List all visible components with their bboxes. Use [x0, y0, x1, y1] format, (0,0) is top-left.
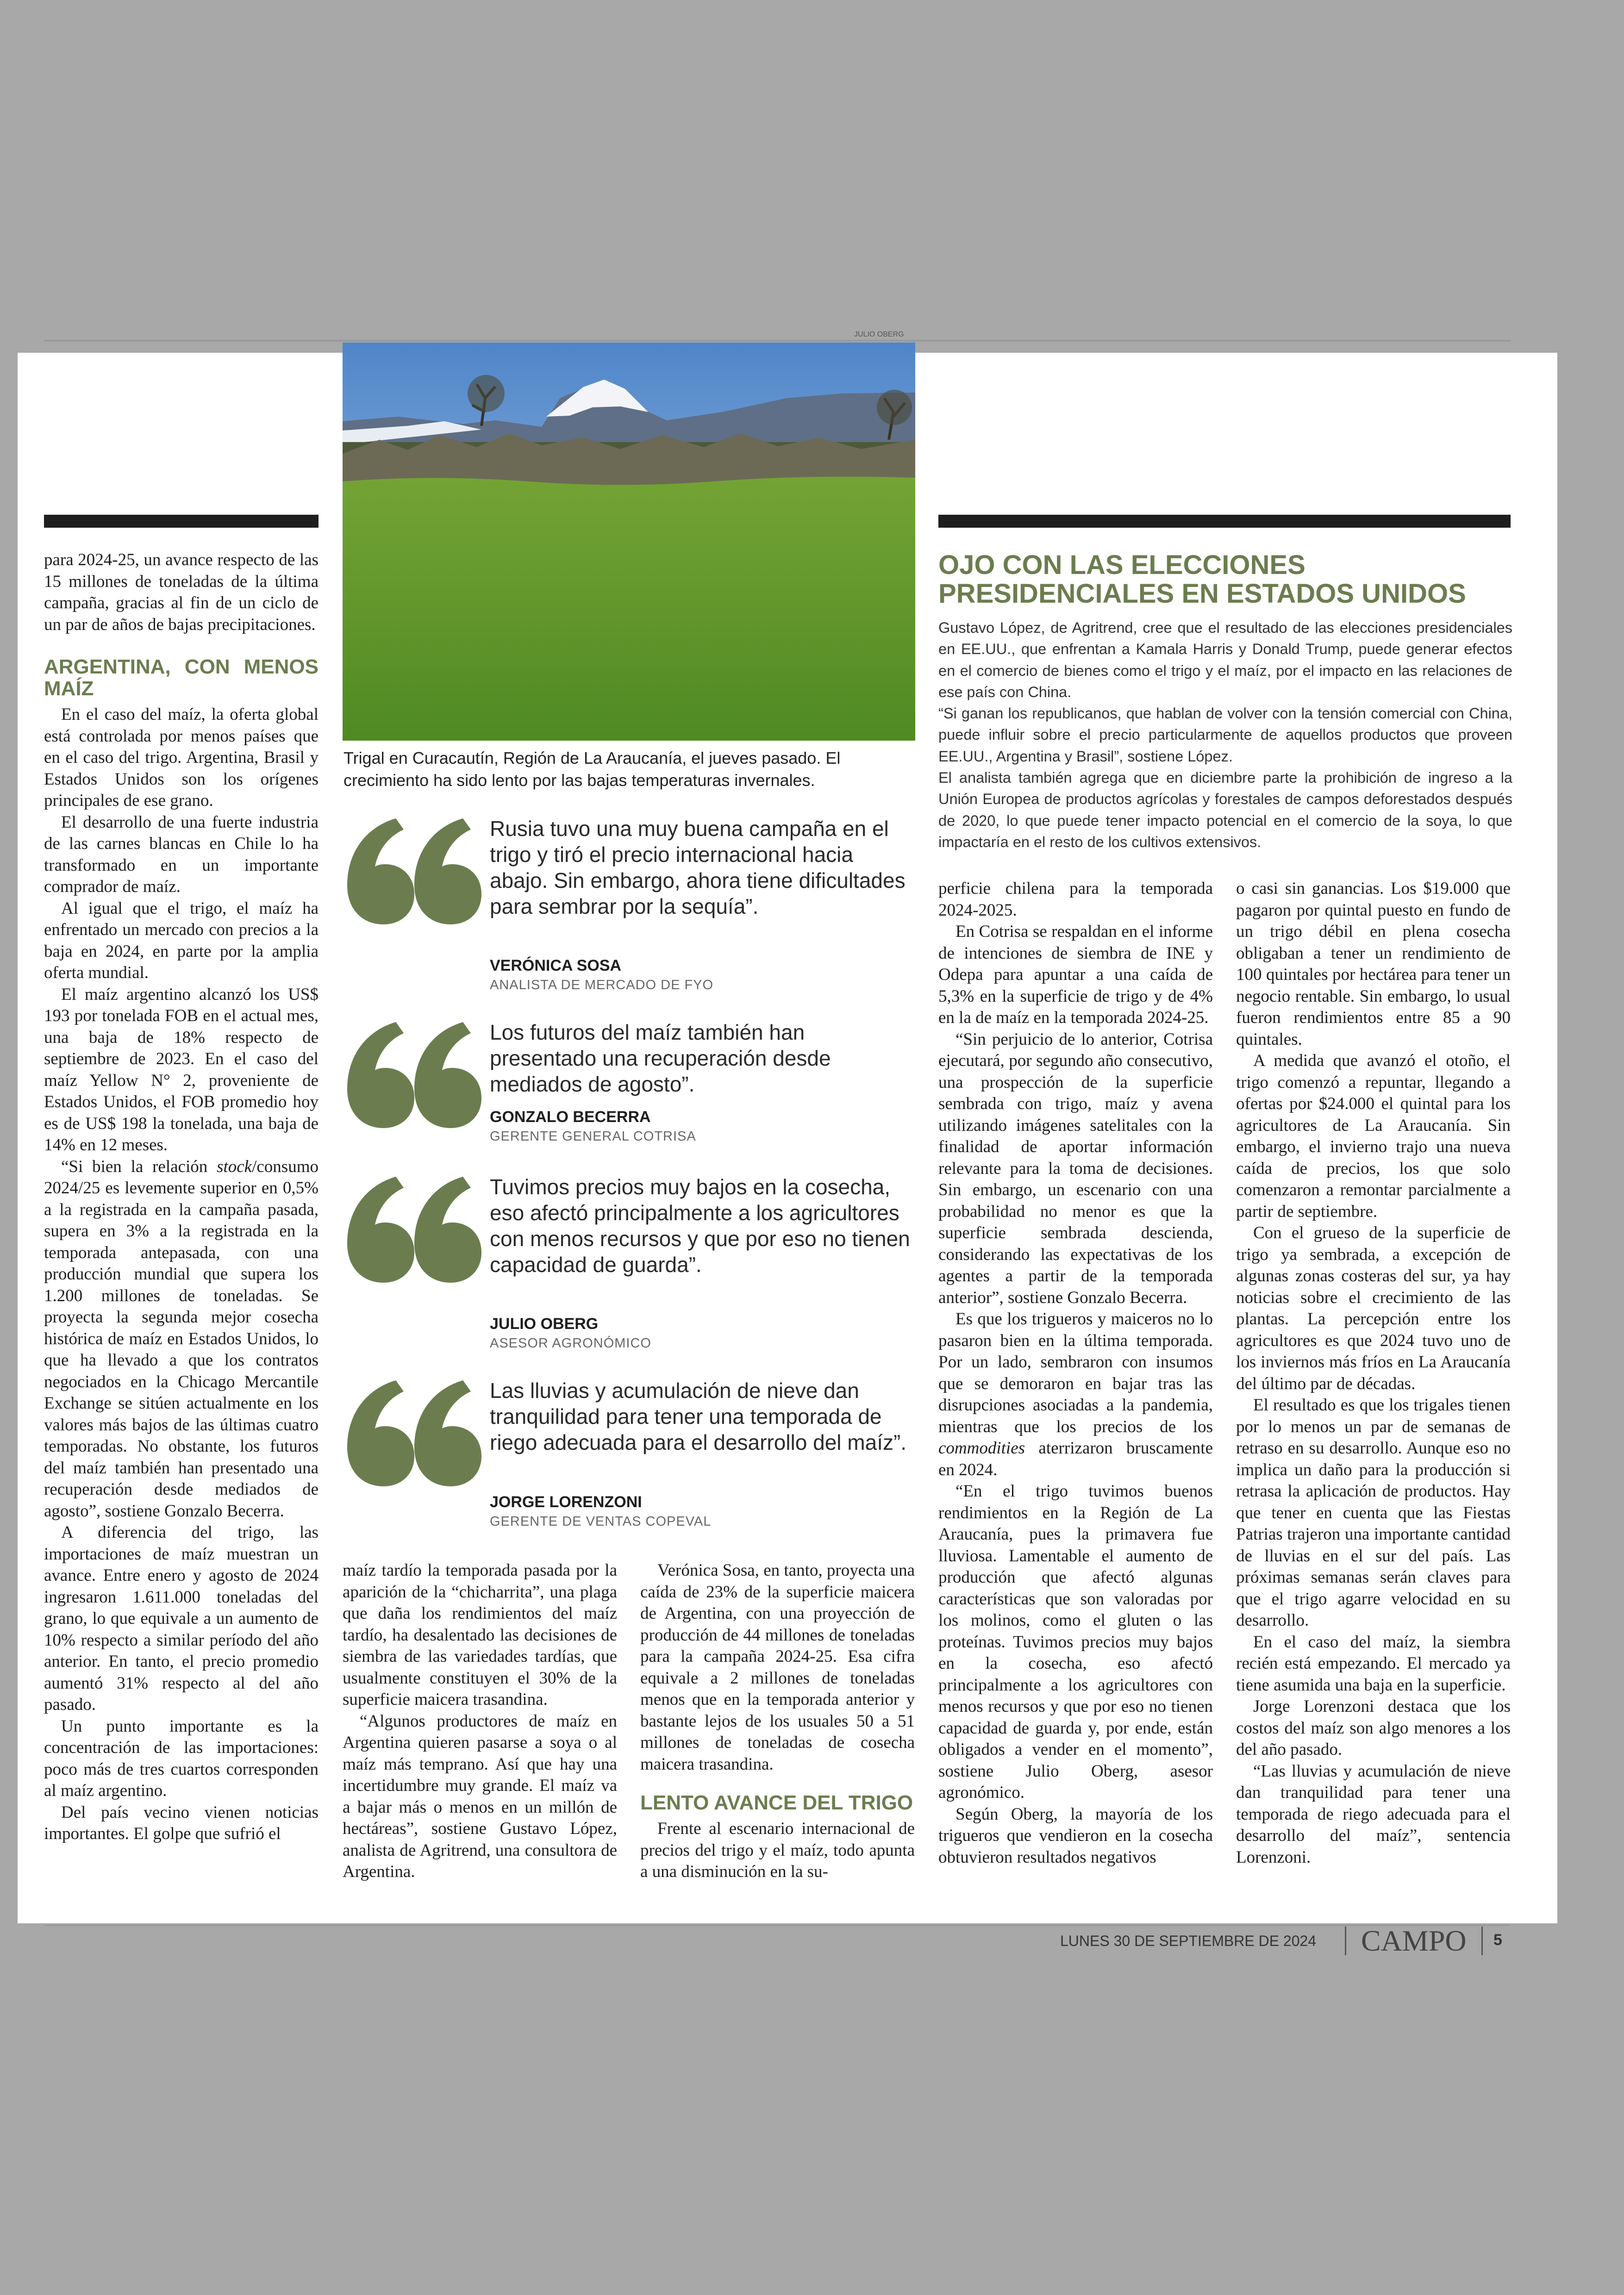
quote-author-role: ASESOR AGRONÓMICO: [490, 1336, 651, 1351]
quote-mark-icon: [343, 1378, 481, 1489]
footer-date: LUNES 30 DE SEPTIEMBRE DE 2024: [1060, 1933, 1317, 1949]
paragraph: Un punto importante es la concentración de las importaciones: poco más de tres cuartos corresponden al maíz argentino.: [44, 1716, 319, 1800]
paragraph: Con el grueso de la superficie de trigo ya sembrada, a excepción de algunas zonas costeras del sur, ya hay noticias sobre el crecimiento de las plantas. La percepción entre los agricultores es que 2024 tuvo uno de los inviernos más fríos en La Araucanía del último par de décadas.: [1236, 1223, 1511, 1393]
quote-text: Rusia tuvo una muy buena campaña en el trigo y tiró el precio internacional hacia abajo. Sin embargo, ahora tiene dificultades para sembrar por la sequía”.: [490, 817, 906, 918]
paragraph: para 2024-25, un avance respecto de las 15 millones de toneladas de la última campaña, gracias al fin de un ciclo de un par de años de bajas precipitaciones.: [44, 550, 319, 634]
quote-text: Tuvimos precios muy bajos en la cosecha, eso afectó principalmente a los agricultores con menos recursos y que por eso no tienen capacidad de guarda”.: [490, 1175, 910, 1277]
quote-text: Las lluvias y acumulación de nieve dan tranquilidad para tener una temporada de riego adecuada para el desarrollo del maíz”.: [490, 1378, 907, 1454]
paragraph: “Las lluvias y acumulación de nieve dan tranquilidad para tener una temporada de riego adecuada para el desarrollo del maíz”, sentencia Lorenzoni.: [1236, 1761, 1511, 1867]
quote-author: JULIO OBERG: [490, 1315, 599, 1333]
pull-quote-3: [343, 1174, 915, 1354]
article-column-3: [640, 1560, 915, 1883]
paragraph: A diferencia del trigo, las importaciones de maíz muestran un avance. Entre enero y agosto de 2024 ingresaron 1.611.000 toneladas del grano, lo que equivale a un aumento de 10% respecto a similar período del año anterior. En tanto, el precio promedio aumentó 31% respecto al del año pasado.: [44, 1523, 319, 1714]
paragraph: El maíz argentino alcanzó los US$ 193 por tonelada FOB en el actual mes, una baja de 18% respecto de septiembre de 2023. En el caso del maíz Yellow N° 2, proveniente de Estados Unidos, el FOB promedio hoy es de US$ 198 la tonelada, una baja de 14% en 12 meses.: [44, 985, 319, 1154]
photo-caption: Trigal en Curacautín, Región de La Araucanía, el jueves pasado. El crecimiento ha sido lento por las bajas temperaturas invernales.: [344, 748, 841, 790]
article-column-1: [44, 549, 319, 1845]
sidebar-rule: [938, 515, 1511, 528]
paragraph: En Cotrisa se respaldan en el informe de intenciones de siembra de INE y Odepa para apuntar a una caída de 5,3% en la superficie de trigo y de 4% en la de maíz en la temporada 2024-25.: [938, 922, 1213, 1027]
quote-author-role: ANALISTA DE MERCADO DE FYO: [490, 978, 714, 992]
paragraph: maíz tardío la temporada pasada por la aparición de la “chicharrita”, una plaga que daña los rendimientos del maíz tardío, ha desalentado las decisiones de siembra de las variedades tardías, que usualmente constituyen el 30% de la superficie maicera trasandina.: [343, 1561, 617, 1709]
paragraph: En el caso del maíz, la siembra recién está empezando. El mercado ya tiene asumida una baja en la superficie.: [1236, 1632, 1511, 1695]
photo-credit: JULIO OBERG: [854, 331, 904, 338]
paragraph: Frente al escenario internacional de precios del trigo y el maíz, todo apunta a una disminución en la su-: [640, 1819, 915, 1881]
quote-author-role: GERENTE GENERAL COTRISA: [490, 1129, 696, 1144]
pull-quote-1: [343, 816, 915, 996]
pull-quote-4: [343, 1378, 915, 1535]
paragraph: A medida que avanzó el otoño, el trigo comenzó a repuntar, llegando a ofertas por $24.000 el quintal para los agricultores de La Araucanía. Sin embargo, el invierno trajo una nueva caída de precios, los que solo comenzaron a remontar parcialmente a partir de septiembre.: [1236, 1051, 1511, 1221]
quote-mark-icon: [343, 816, 481, 927]
paragraph: Es que los trigueros y maiceros no lo pasaron bien en la última temporada. Por un lado, sembraron con insumos que se demoraron en bajar tras las disrupciones asociadas a la pandemia, mientras que los precios de los commodities aterrizaron bruscamente en 2024.: [938, 1310, 1213, 1479]
paragraph: “Sin perjuicio de lo anterior, Cotrisa ejecutará, por segundo año consecutivo, una prospección de la superficie sembrada con trigo, maíz y avena utilizando imágenes satelitales con la finalidad de aportar información relevante para la toma de decisiones. Sin embargo, un escenario con una probabilidad no menor es que la superficie sembrada descienda, considerando las expectativas de los agentes a partir de la temporada anterior”, sostiene Gonzalo Becerra.: [938, 1029, 1213, 1307]
paragraph: Del país vecino vienen noticias importantes. El golpe que sufrió el: [44, 1802, 319, 1843]
paragraph: El analista también agrega que en diciembre parte la prohibición de ingreso a la Unión Europea de productos agrícolas y forestales de campos deforestados después de 2020, lo que puede tener impacto potencial en el comercio de la soya, lo que impactaría en el resto de los cultivos extensivos.: [938, 769, 1512, 850]
footer-divider: [1481, 1927, 1483, 1955]
paragraph: “Si bien la relación stock/consumo 2024/25 es levemente superior en 0,5% a la registrada en la campaña pasada, supera en 3% a la registrada en la temporada antepasada, con una producción mundial que supera los 1.200 millones de toneladas. Se proyecta la segunda mejor cosecha histórica de maíz en Estados Unidos, lo que ha llevado a que los contratos negociados en la Chicago Mercantile Exchange se sitúen actualmente en los valores más bajos de las últimas cuatro temporadas. No obstante, los futuros del maíz también han presentado una recuperación desde mediados de agosto”, sostiene Gonzalo Becerra.: [44, 1157, 319, 1521]
quote-author: GONZALO BECERRA: [490, 1108, 651, 1126]
quote-author: VERÓNICA SOSA: [490, 957, 622, 974]
quote-author: JORGE LORENZONI: [490, 1493, 642, 1511]
paragraph: El resultado es que los trigales tienen por lo menos un par de semanas de retraso en su desarrollo. Aunque eso no implica un daño para la producción si retrasa la aplicación de productos. Hay que tener en cuenta que las Fiestas Patrias trajeron una importante cantidad de lluvias en el sur del país. Las próximas semanas serán claves para que el trigo agarre velocidad en su desarrollo.: [1236, 1396, 1511, 1630]
column-rule: [44, 515, 319, 528]
subheading-argentina: ARGENTINA, CON MENOS MAÍZ: [44, 655, 319, 700]
paragraph: El desarrollo de una fuerte industria de las carnes blancas en Chile lo ha transformado en un importante comprador de maíz.: [44, 812, 319, 896]
paragraph: “En el trigo tuvimos buenos rendimientos en la Región de La Araucanía, pues la primavera fue lluviosa. Lamentable el aumento de producción que afectó algunas características que son valoradas por los molinos, como el gluten o las proteínas. Tuvimos precios muy bajos en la cosecha, eso afectó principalmente a los agricultores con menos recursos y que por eso no tienen capacidad de guarda y, por ende, están obligados a vender en el momento”, sostiene Julio Oberg, asesor agronómico.: [938, 1482, 1213, 1802]
paragraph: Jorge Lorenzoni destaca que los costos del maíz son algo menores a los del año pasado.: [1236, 1697, 1511, 1759]
paragraph: “Si ganan los republicanos, que hablan de volver con la tensión comercial con China, puede influir sobre el precio particularmente de aquellos productos que proveen EE.UU., Argentina y Brasil”, sostiene López.: [938, 705, 1512, 765]
quote-mark-icon: [343, 1019, 481, 1130]
article-column-4: [938, 878, 1213, 1868]
sidebar-box: [938, 617, 1512, 853]
sidebar-headline: OJO CON LAS ELECCIONES PRESIDENCIALES EN ESTADOS UNIDOS: [938, 550, 1466, 609]
page-number: 5: [1493, 1931, 1502, 1949]
paragraph: o casi sin ganancias. Los $19.000 que pagaron por quintal puesto en fundo de un trigo débil en plena cosecha obligaban a tener un rendimiento de 100 quintales por hectárea para tener un negocio rentable. Sin embargo, lo usual fueron rendimientos entre 85 a 90 quintales.: [1236, 879, 1511, 1049]
quote-mark-icon: [343, 1174, 481, 1285]
top-rule: [44, 340, 1511, 342]
bottom-rule: [44, 1925, 1511, 1926]
wheat-field-photo: [343, 343, 915, 741]
quote-text: Los futuros del maíz también han presentado una recuperación desde mediados de agosto”.: [490, 1020, 831, 1096]
paragraph: “Algunos productores de maíz en Argentina quieren pasarse a soya o al maíz más temprano. Así que hay una incertidumbre muy grande. El maíz va a bajar más o menos en un millón de hectáreas”, sostiene Gustavo López, analista de Agritrend, una consultora de Argentina.: [343, 1711, 617, 1881]
quote-author-role: GERENTE DE VENTAS COPEVAL: [490, 1514, 712, 1529]
subheading-lento-avance: LENTO AVANCE DEL TRIGO: [640, 1791, 913, 1814]
article-column-5: [1236, 878, 1511, 1868]
pull-quote-2: [343, 1019, 915, 1149]
paragraph: En el caso del maíz, la oferta global está controlada por menos países que en el caso del trigo. Argentina, Brasil y Estados Unidos son los orígenes principales de ese grano.: [44, 705, 319, 810]
paragraph: Gustavo López, de Agritrend, cree que el resultado de las elecciones presidenciales en EE.UU., que enfrentan a Kamala Harris y Donald Trump, puede generar efectos en el comercio de bienes como el trigo y el maíz, por el impacto en las relaciones de ese país con China.: [938, 619, 1512, 700]
footer-divider: [1345, 1927, 1346, 1955]
article-column-2: [343, 1560, 617, 1883]
paragraph: Según Oberg, la mayoría de los trigueros que vendieron en la cosecha obtuvieron resultados negativos: [938, 1804, 1213, 1867]
paragraph: perficie chilena para la temporada 2024-2025.: [938, 879, 1213, 920]
paragraph: Al igual que el trigo, el maíz ha enfrentado un mercado con precios a la baja en 2024, en parte por la amplia oferta mundial.: [44, 898, 319, 982]
paragraph: Verónica Sosa, en tanto, proyecta una caída de 23% de la superficie maicera de Argentina, con una proyección de producción de 44 millones de toneladas para la campaña 2024-25. Esa cifra equivale a 2 millones de toneladas menos que en la temporada anterior y bastante lejos de los usuales 50 a 51 millones de toneladas de cosecha maicera trasandina.: [640, 1561, 915, 1774]
footer-section: CAMPO: [1361, 1924, 1467, 1957]
